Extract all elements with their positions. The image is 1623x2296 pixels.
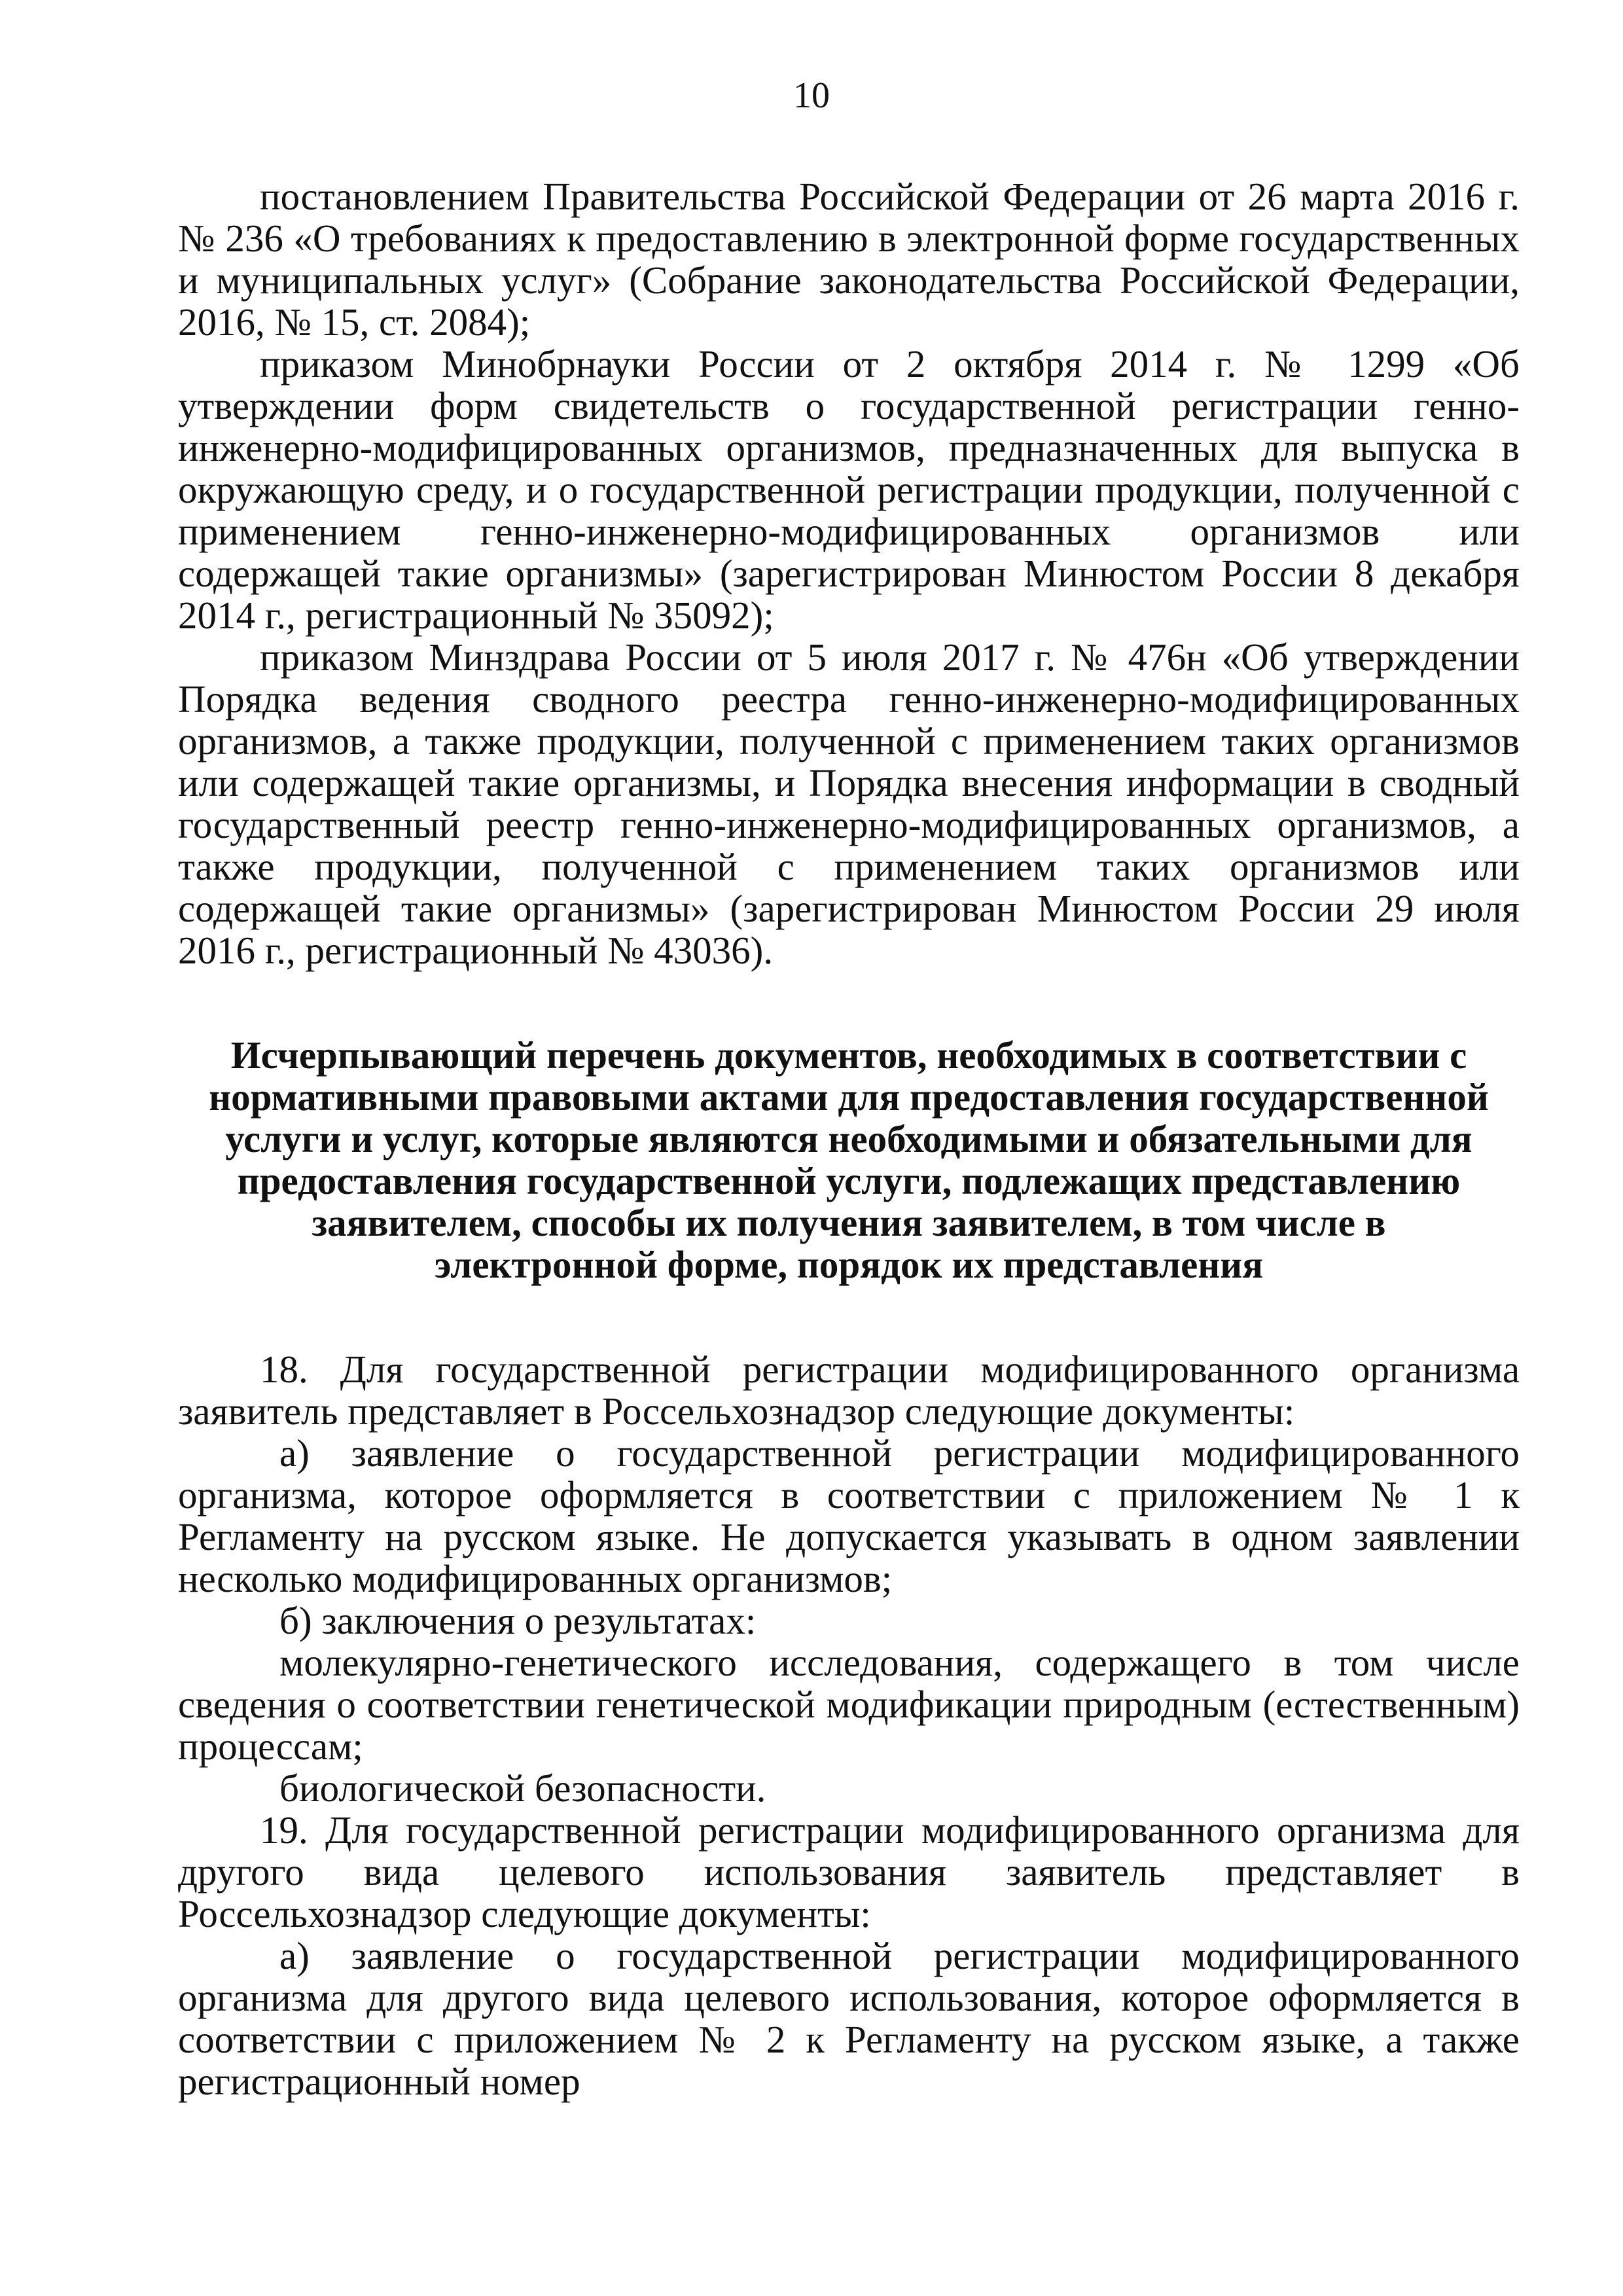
document-body (178, 175, 1520, 2102)
page-number: 10 (793, 75, 830, 116)
paragraph-minobrnauki-order: приказом Минобрнауки России от 2 октября 2014 г. № 1299 «Об утверждении форм свидетельств о государственной регистрации генно-инженерно-модифицированных организмов, предназначенных для выпуска в окружающую среду, и о государственной регистрации продукции, полученной с применением генно-инженерно-модифицированных организмов или содержащей такие организмы» (зарегистрирован Минюстом России 8 декабря 2014 г., регистрационный № 35092); (178, 342, 1520, 637)
paragraph-item-18-a: а) заявление о государственной регистрации модифицированного организма, которое оформляется в соответствии с приложением № 1 к Регламенту на русском языке. Не допускается указывать в одном заявлении несколько модифицированных организмов; (178, 1431, 1520, 1600)
paragraph-item-18-b: б) заключения о результатах: (279, 1599, 757, 1642)
paragraph-item-18: 18. Для государственной регистрации модифицированного организма заявитель представляет в Россельхознадзор следующие документы: (178, 1348, 1520, 1433)
section-heading: Исчерпывающий перечень документов, необходимых в соответствии с нормативными правовыми актами для предоставления государственной услуги и услуг, которые являются необходимыми и обязательными для предоставления государственной услуги, подлежащих представлению заявителем, способы их получения заявителем, в том числе в электронной форме, порядок их представления (209, 1033, 1489, 1286)
paragraph-biological-safety: биологической безопасности. (279, 1767, 766, 1810)
paragraph-government-decree: постановлением Правительства Российской Федерации от 26 марта 2016 г. № 236 «О требованиях к предоставлению в электронной форме государственных и муниципальных услуг» (Собрание законодательства Российской Федерации, 2016, № 15, ст. 2084); (178, 175, 1520, 344)
paragraph-item-19-a: а) заявление о государственной регистрации модифицированного организма для другого вида целевого использования, которое оформляется в соответствии с приложением № 2 к Регламенту на русском языке, а также регистрационный номер (178, 1934, 1520, 2103)
paragraph-molecular-genetic: молекулярно-генетического исследования, содержащего в том числе сведения о соответствии генетической модификации природным (естественным) процессам; (178, 1641, 1520, 1768)
paragraph-minzdrav-order: приказом Минздрава России от 5 июля 2017 г. № 476н «Об утверждении Порядка ведения сводного реестра генно-инженерно-модифицированных организмов, а также продукции, полученной с применением таких организмов или содержащей такие организмы, и Порядка внесения информации в сводный государственный реестр генно-инженерно-модифицированных организмов, а также продукции, полученной с применением таких организмов или содержащей такие организмы» (зарегистрирован Минюстом России 29 июля 2016 г., регистрационный № 43036). (178, 636, 1520, 972)
paragraph-item-19: 19. Для государственной регистрации модифицированного организма для другого вида целевого использования заявитель представляет в Россельхознадзор следующие документы: (178, 1808, 1520, 1935)
